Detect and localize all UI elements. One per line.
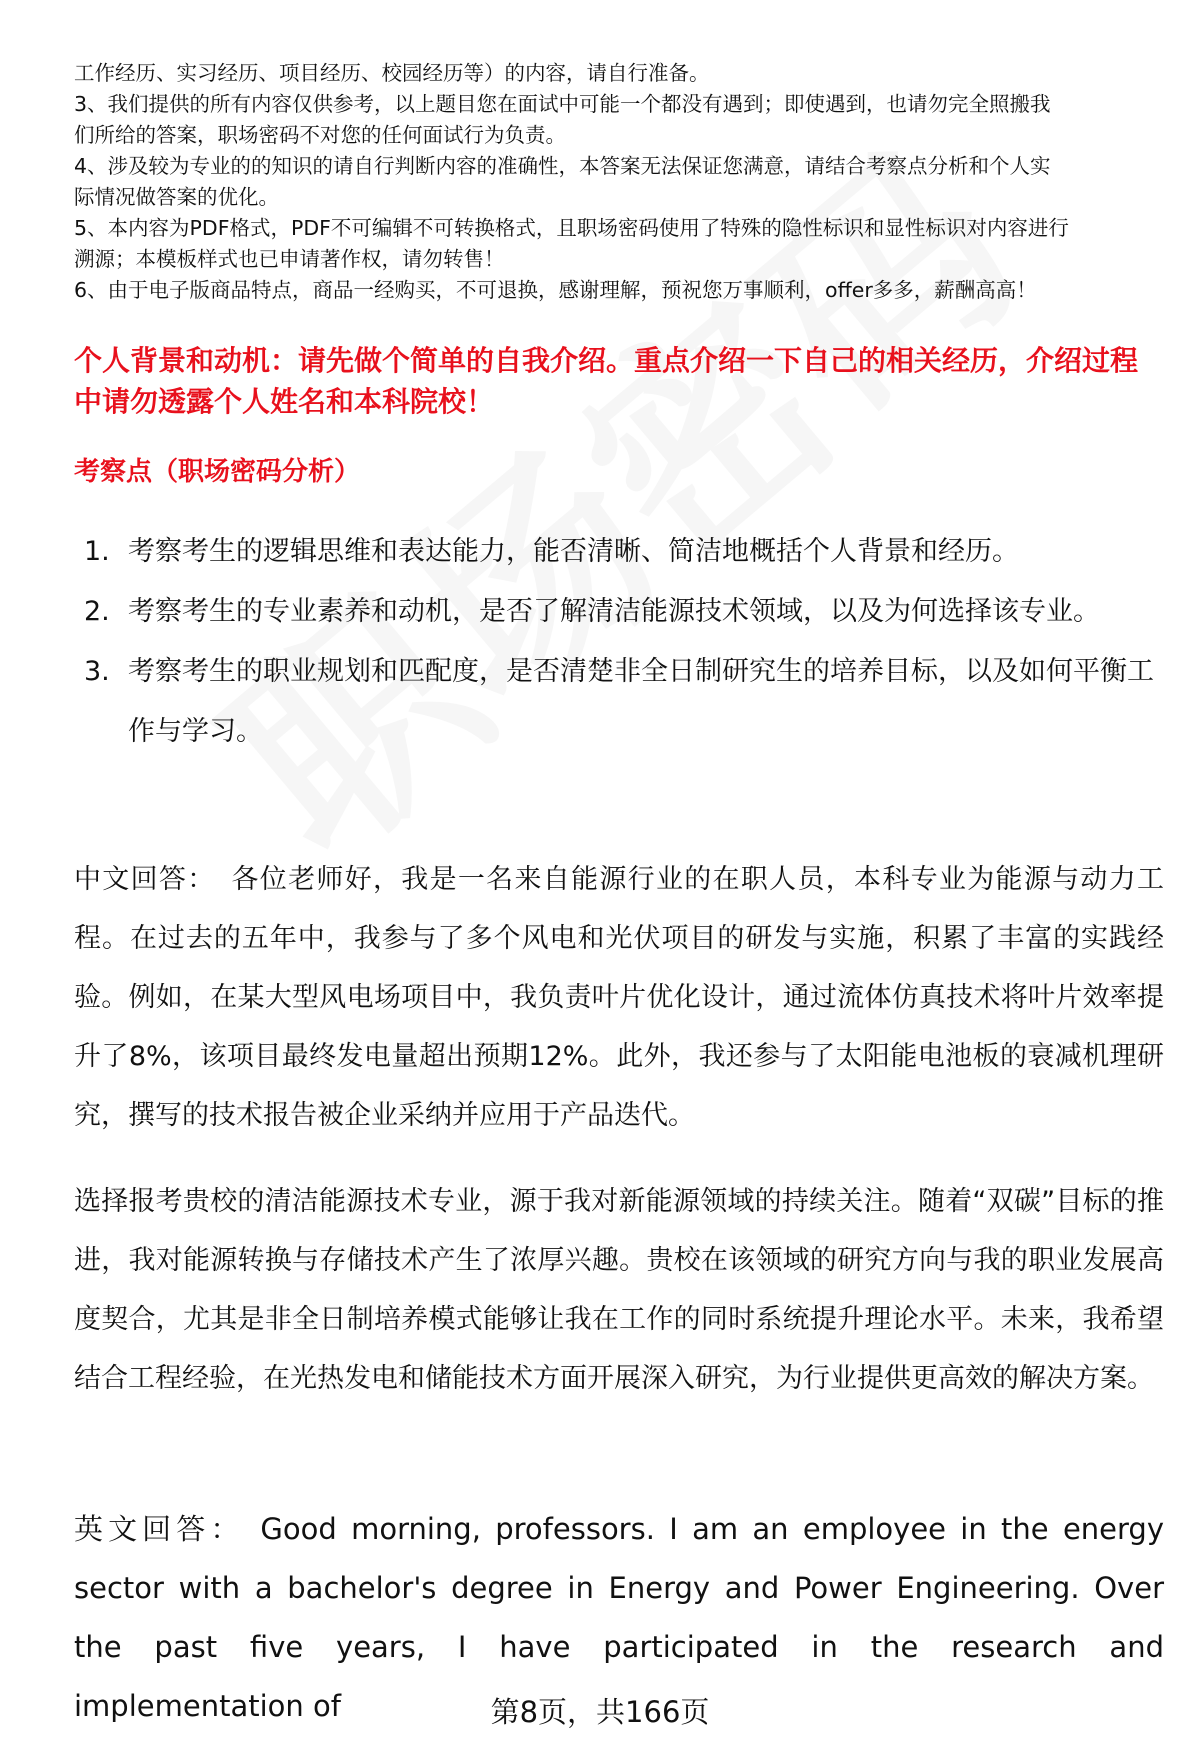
assessment-title: 考察点（职场密码分析） <box>74 457 361 487</box>
chinese-answer-paragraph-1 <box>74 850 1164 1145</box>
note-line: 际情况做答案的优化。 <box>74 185 279 209</box>
page-footer: 第8页，共166页 <box>490 1695 710 1729</box>
assessment-point <box>74 582 1164 642</box>
note-line: 溯源；本模板样式也已申请著作权，请勿转售！ <box>74 247 505 271</box>
point-number: 3. <box>84 656 110 687</box>
note-line: 5、本内容为PDF格式，PDF不可编辑不可转换格式，且职场密码使用了特殊的隐性标识和显性标识对内容进行 <box>74 216 1069 240</box>
note-line: 工作经历、实习经历、项目经历、校园经历等）的内容，请自行准备。 <box>74 61 710 85</box>
note-line: 3、我们提供的所有内容仅供参考，以上题目您在面试中可能一个都没有遇到；即使遇到，也请勿完全照搬我 <box>74 92 1051 116</box>
assessment-point <box>74 522 1164 582</box>
assessment-points <box>74 522 1164 762</box>
note-line: 们所给的答案，职场密码不对您的任何面试行为负责。 <box>74 123 566 147</box>
point-text: 考察考生的职业规划和匹配度，是否清楚非全日制研究生的培养目标，以及如何平衡工作与学习。 <box>128 656 1154 747</box>
note-line: 4、涉及较为专业的的知识的请自行判断内容的准确性，本答案无法保证您满意，请结合考察点分析和个人实 <box>74 154 1051 178</box>
chinese-answer-text: 各位老师好，我是一名来自能源行业的在职人员，本科专业为能源与动力工程。在过去的五年中，我参与了多个风电和光伏项目的研发与实施，积累了丰富的实践经验。例如，在某大型风电场项目中，我负责叶片优化设计，通过流体仿真技术将叶片效率提升了8%，该项目最终发电量超出预期12%。此外，我还参与了太阳能电池板的衰减机理研究，撰写的技术报告被企业采纳并应用于产品迭代。 <box>74 864 1165 1131</box>
point-number: 2. <box>84 596 110 627</box>
point-text: 考察考生的逻辑思维和表达能力，能否清晰、简洁地概括个人背景和经历。 <box>128 536 1019 567</box>
question-heading: 个人背景和动机：请先做个简单的自我介绍。重点介绍一下自己的相关经历，介绍过程中请勿透露个人姓名和本科院校！ <box>74 344 1139 418</box>
english-answer-label: 英文回答： <box>74 1512 245 1546</box>
english-answer-text: Good morning, professors. I am an employee in the energy sector with a bachelor's degree in Energy and Power Engineering. Over the past five years, I have participated in the research and implementation of <box>74 1512 1164 1723</box>
notes-block <box>74 58 1164 306</box>
chinese-answer-label: 中文回答： <box>74 864 216 895</box>
assessment-point <box>74 642 1164 762</box>
point-text: 考察考生的专业素养和动机，是否了解清洁能源技术领域，以及为何选择该专业。 <box>128 596 1100 627</box>
chinese-answer-paragraph-2: 选择报考贵校的清洁能源技术专业，源于我对新能源领域的持续关注。随着“双碳”目标的推进，我对能源转换与存储技术产生了浓厚兴趣。贵校在该领域的研究方向与我的职业发展高度契合，尤其是非全日制培养模式能够让我在工作的同时系统提升理论水平。未来，我希望结合工程经验，在光热发电和储能技术方面开展深入研究，为行业提供更高效的解决方案。 <box>74 1186 1164 1394</box>
note-line: 6、由于电子版商品特点，商品一经购买，不可退换，感谢理解，预祝您万事顺利，offer多多，薪酬高高！ <box>74 278 1037 302</box>
point-number: 1. <box>84 536 110 567</box>
